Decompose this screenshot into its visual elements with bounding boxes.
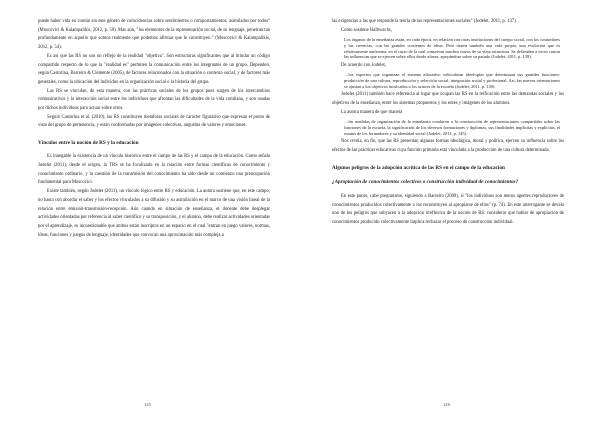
section-heading: Algunos peligros de la adopción acrítica de las RS en el campo de la educación xyxy=(332,164,505,171)
block-quote: …los expertos que organizan el sistema educativo vehiculizan ideologías que determinan sus grandes funciones: producción de una cultura, reproducción y selección social, integración social y profesional. Así, las nuevas orientaciones se ajustan a los objetivos inculcados a los actores de la escuela (Jodelet, 2011, p. 139). xyxy=(344,72,560,89)
subsection-heading: ¿Apropiación de conocimientos colectivos o construcción individual de conocimientos? xyxy=(332,178,519,185)
right-page xyxy=(300,0,600,424)
paragraph: Las RS se vinculan, de esta manera, con las prácticas sociales de los grupos pues surgen de los intercambios comunicativos y la interacción social entre los individuos que afrontan las dificultades de la vida cotidiana, y son usadas por dichos individuos para actuar sobre otros. xyxy=(38,88,270,112)
paragraph: La autora manera de que manera xyxy=(341,109,403,115)
paragraph: En este punto, cabe preguntarse, siguiendo a Barreiro (2009), si "los individuos son meros agentes reproductores de conocimientos producidos colectivamente o los reconstruyen al apropiarse de ellos" (p. 74). En este interrogante se devela uno de los peligros que subyacen a la adopción irreflexiva de la noción de RS: considerar que hablar de apropiación de conocimientos producido colectivamente implica rechazar el proceso de construcción individual. xyxy=(332,193,564,226)
block-quote: …las medidas de organización de la enseñanza conducen a la construcción de representaciones compartidas sobre las funciones de la escuela, la significación de los diversos formaciones y diplomas, sus finalidades implícitas y explícitas, el estatus de los formadores y su identidad social (Jodelet, 2011, p. 145). xyxy=(344,119,560,136)
paragraph: Jodelet (2011) también hace referencia al lugar que ocupan las RS en la reificación entre las demandas sociales y los objetivos de la enseñanza, entre los sistemas propuestos y los entes y imágenes de los alumnos. xyxy=(332,92,564,106)
paragraph: Existe también, según Jodelet (2011), un vínculo lógico entre RS y educación. La autora sostiene que, en este campo, no basta con abordar el saber y los efectos vinculados a su difusión y su asimilación en el marco de una visión lineal de la relación entre emisión-transmisión-recepción. Aún cuando en situación de enseñanza, el docente debe desplegar actividades orientadas por referencia al saber científico y su transposición, y el alumno, debe realizar actividades orientadas por el aprendizaje, es incuestionable que ambos están inscriptos en un espacio en el cual "entran en juego valores, normas, ideas, funciones y juegos de lenguaje, identidades que convocan una aproximación más compleja a xyxy=(38,189,270,238)
paragraph: puede haber vida en común sin este género de coincidencias sobre sentimientos o comportamientos, asimilados por todos" (Moscovici & Kalampalikis, 2012, p. 50). Mas aún, "los elementos de la representación social, de su lenguaje, penetran tan profundamente en aquello que somos realmente que podemos afirmar que le constituyen." (Moscovici & Kalampalikis, 2012, p. 54). xyxy=(38,19,270,51)
paragraph: las exigencias a las que responde la teoría de las representaciones sociales" (Jodelet, 2011, p. 137). xyxy=(332,19,517,24)
page-number: 125 xyxy=(144,402,151,407)
right-text-column xyxy=(332,18,564,228)
block-quote: Los órganos de la enseñanza están, en cada época, en relación con otras instituciones del cuerpo social, con los costumbres y las creencias, con las grandes corrientes de ideas. Pero tienen también una vida propia, una evolución que es relativamente autónoma, en el curso de la cual conservan muchos trazos de su vieja estructura. Se defienden a veces contra las influencias que se ejercen sobre ellos desde afuera, apoyándose sobre su pasado (Jodelet, 2011, p. 139). xyxy=(344,37,560,60)
page-number: 126 xyxy=(443,402,450,407)
paragraph: Es así que las RS no son un reflejo de la realidad "objetiva". Son estructuras significantes que al brindar un código compartido respecto de lo que la "realidad es" permiten la comunicación entre los integrantes de un grupo. Dependen, según Castorina, Barreiro & Clemente (2005), de factores relacionados con la situación o contexto social, y de factores más generales, como la ubicación del individuo en la organización social o la historia del grupo. xyxy=(38,53,270,85)
paragraph: Seguin Castorina et al. (2010), las RS constituyen metáforas sociales de carácter figurativo que expresan el punto de vista del grupo de pertenencia, y están conformadas por imágenes colectivas, anguidas de valores y emociones. xyxy=(38,114,270,129)
section-heading: Vínculos entre la noción de RS y la educación xyxy=(38,140,139,147)
paragraph: Nos revela, en fin, que las RS presentan algunas formas ideológica, moral y política, ejercen su influencia sobre los efectos de las prácticas educativas cuya función primaria está vinculada a la producción de una cultura determinada. xyxy=(332,139,564,153)
paragraph: De acuerdo con Jodelet, xyxy=(341,62,387,68)
left-text-column xyxy=(38,18,270,240)
paragraph: Como sostiene Halbwachs, xyxy=(341,27,392,33)
paragraph: Es innegable la existencia de un vínculo histórico entre el campo de las RS y el campo de la educación. Como señala Jodelet (2011), desde el origen, la TRS se ha focalizado en la relación entre formas científicas de conocimiento y conocimiento ordinario, y la cuestión de la transmisión del conocimiento ha sido desde un comienzo una preocupación fundamental para Moscovici. xyxy=(38,154,270,186)
